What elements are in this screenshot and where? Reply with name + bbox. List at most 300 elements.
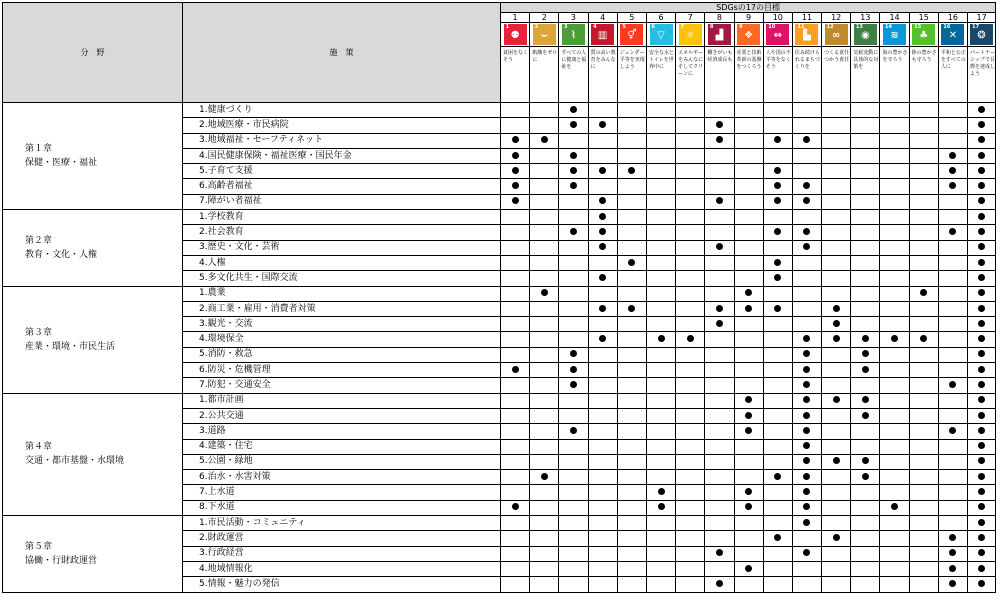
goal-cell-3 xyxy=(559,133,588,148)
goal-icon-number: 2 xyxy=(534,24,539,30)
mark-dot xyxy=(803,136,810,143)
goal-cell-3 xyxy=(559,194,588,209)
goal-cell-7 xyxy=(676,317,705,332)
goal-cell-5 xyxy=(617,454,646,469)
goal-cell-17 xyxy=(968,210,996,225)
goal-cell-2 xyxy=(530,546,559,561)
goal-cell-2 xyxy=(530,500,559,515)
goal-cell-4 xyxy=(588,378,617,393)
goal-cell-1 xyxy=(501,531,530,546)
goal-cell-15 xyxy=(909,500,938,515)
goal-icon-number: 15 xyxy=(914,24,922,30)
goal-cell-1 xyxy=(501,103,530,118)
goal-cell-9 xyxy=(734,194,763,209)
goal-cell-9 xyxy=(734,500,763,515)
goal-cell-2 xyxy=(530,347,559,362)
mark-dot xyxy=(745,396,752,403)
mark-dot xyxy=(949,427,956,434)
goal-cell-16 xyxy=(938,317,967,332)
goal-cell-12 xyxy=(822,240,851,255)
goal-icon-number: 9 xyxy=(739,24,743,30)
goal-cell-12 xyxy=(822,561,851,576)
goal-cell-10 xyxy=(763,148,792,163)
goal-cell-6 xyxy=(646,470,675,485)
goal-cell-7 xyxy=(676,439,705,454)
goal-cell-7 xyxy=(676,577,705,592)
goal-cell-4 xyxy=(588,210,617,225)
goal-description: 海の豊かさを守ろう xyxy=(880,47,909,103)
goal-icon-glyph: ⚉ xyxy=(510,30,520,41)
goal-cell-3 xyxy=(559,347,588,362)
goal-cell-8 xyxy=(705,179,734,194)
goal-icon-glyph: ⚥ xyxy=(627,30,637,41)
goal-cell-14 xyxy=(880,454,909,469)
sdg-goal-16-icon xyxy=(941,24,964,45)
goal-cell-11 xyxy=(792,332,821,347)
goal-cell-7 xyxy=(676,347,705,362)
goal-icon-cell xyxy=(646,23,675,47)
goal-cell-17 xyxy=(968,500,996,515)
goal-cell-6 xyxy=(646,210,675,225)
sdg-goal-2-icon xyxy=(533,24,556,45)
goal-cell-16 xyxy=(938,210,967,225)
mark-dot xyxy=(833,320,840,327)
goal-icon-cell xyxy=(909,23,938,47)
goal-cell-5 xyxy=(617,103,646,118)
goal-cell-11 xyxy=(792,546,821,561)
goal-cell-3 xyxy=(559,424,588,439)
mark-dot xyxy=(599,228,606,235)
goal-description: 産業と技術革新の基盤をつくろう xyxy=(734,47,763,103)
sdg-goal-4-icon xyxy=(591,24,614,45)
goal-cell-13 xyxy=(851,485,880,500)
goal-cell-17 xyxy=(968,347,996,362)
goal-description: 陸の豊かさも守ろう xyxy=(909,47,938,103)
mark-dot xyxy=(949,182,956,189)
goal-cell-5 xyxy=(617,194,646,209)
goal-cell-12 xyxy=(822,500,851,515)
policy-name: 6.治水・水害対策 xyxy=(183,470,501,485)
mark-dot xyxy=(978,121,985,128)
goal-cell-12 xyxy=(822,148,851,163)
goal-cell-17 xyxy=(968,103,996,118)
goal-cell-10 xyxy=(763,454,792,469)
mark-dot xyxy=(628,259,635,266)
mark-dot xyxy=(978,274,985,281)
goal-cell-1 xyxy=(501,286,530,301)
goal-cell-3 xyxy=(559,164,588,179)
goal-cell-15 xyxy=(909,577,938,592)
goal-cell-6 xyxy=(646,378,675,393)
goal-cell-13 xyxy=(851,133,880,148)
goal-cell-9 xyxy=(734,531,763,546)
goal-cell-16 xyxy=(938,286,967,301)
goal-cell-6 xyxy=(646,531,675,546)
mark-dot xyxy=(716,320,723,327)
goal-cell-8 xyxy=(705,470,734,485)
goal-cell-11 xyxy=(792,225,821,240)
goal-cell-3 xyxy=(559,255,588,270)
goal-cell-3 xyxy=(559,485,588,500)
goal-cell-2 xyxy=(530,439,559,454)
goal-cell-1 xyxy=(501,500,530,515)
goal-cell-12 xyxy=(822,286,851,301)
mark-dot xyxy=(599,243,606,250)
sdg-goal-10-icon xyxy=(766,24,789,45)
goal-cell-16 xyxy=(938,332,967,347)
goal-cell-9 xyxy=(734,240,763,255)
mark-dot xyxy=(978,396,985,403)
goal-cell-11 xyxy=(792,470,821,485)
goal-cell-13 xyxy=(851,148,880,163)
goal-icon-glyph: ♣ xyxy=(919,30,929,41)
goal-cell-6 xyxy=(646,363,675,378)
goal-cell-9 xyxy=(734,271,763,286)
goal-cell-15 xyxy=(909,561,938,576)
mark-dot xyxy=(803,350,810,357)
goal-cell-10 xyxy=(763,347,792,362)
goal-description: 貧困をなくそう xyxy=(501,47,530,103)
goal-cell-1 xyxy=(501,347,530,362)
goal-cell-11 xyxy=(792,148,821,163)
mark-dot xyxy=(949,549,956,556)
goal-cell-9 xyxy=(734,210,763,225)
goal-cell-7 xyxy=(676,393,705,408)
mark-dot xyxy=(949,228,956,235)
goal-cell-14 xyxy=(880,271,909,286)
goal-cell-10 xyxy=(763,103,792,118)
category-header: 分 野 xyxy=(3,3,183,103)
goal-cell-14 xyxy=(880,194,909,209)
goal-cell-5 xyxy=(617,378,646,393)
goal-icon-cell xyxy=(501,23,530,47)
goal-cell-6 xyxy=(646,347,675,362)
policy-name: 4.地域情報化 xyxy=(183,561,501,576)
goal-cell-12 xyxy=(822,393,851,408)
mark-dot xyxy=(862,457,869,464)
table-row xyxy=(3,516,996,531)
goal-number: 15 xyxy=(909,13,938,23)
goal-cell-14 xyxy=(880,255,909,270)
goal-cell-5 xyxy=(617,179,646,194)
goal-cell-3 xyxy=(559,363,588,378)
goal-cell-15 xyxy=(909,317,938,332)
policy-header: 施 策 xyxy=(183,3,501,103)
goal-cell-16 xyxy=(938,301,967,316)
goal-cell-14 xyxy=(880,225,909,240)
goal-cell-11 xyxy=(792,255,821,270)
policy-name: 6.防災・危機管理 xyxy=(183,363,501,378)
goal-cell-13 xyxy=(851,531,880,546)
sdg-goal-15-icon xyxy=(912,24,935,45)
mark-dot xyxy=(833,534,840,541)
mark-dot xyxy=(599,197,606,204)
goal-cell-2 xyxy=(530,164,559,179)
goal-cell-6 xyxy=(646,286,675,301)
goal-cell-7 xyxy=(676,240,705,255)
goal-cell-14 xyxy=(880,363,909,378)
mark-dot xyxy=(949,167,956,174)
goal-cell-3 xyxy=(559,332,588,347)
goal-cell-7 xyxy=(676,179,705,194)
goal-cell-15 xyxy=(909,347,938,362)
goal-cell-10 xyxy=(763,225,792,240)
mark-dot xyxy=(774,259,781,266)
goal-cell-12 xyxy=(822,546,851,561)
goal-cell-9 xyxy=(734,286,763,301)
goal-cell-11 xyxy=(792,408,821,423)
policy-name: 1.農業 xyxy=(183,286,501,301)
goal-icon-number: 1 xyxy=(505,24,510,30)
mark-dot xyxy=(599,167,606,174)
goal-cell-8 xyxy=(705,516,734,531)
goal-cell-16 xyxy=(938,546,967,561)
mark-dot xyxy=(570,228,577,235)
mark-dot xyxy=(716,580,723,587)
goal-cell-2 xyxy=(530,561,559,576)
goal-cell-14 xyxy=(880,164,909,179)
goal-cell-1 xyxy=(501,225,530,240)
goal-cell-2 xyxy=(530,225,559,240)
goal-icon-glyph: ☼ xyxy=(685,30,695,41)
table-row xyxy=(3,286,996,301)
goal-cell-8 xyxy=(705,561,734,576)
sdg-goal-13-icon xyxy=(854,24,877,45)
goal-cell-4 xyxy=(588,301,617,316)
mark-dot xyxy=(803,442,810,449)
goal-cell-14 xyxy=(880,378,909,393)
goal-cell-8 xyxy=(705,210,734,225)
goal-cell-10 xyxy=(763,363,792,378)
goal-cell-17 xyxy=(968,531,996,546)
goal-cell-10 xyxy=(763,194,792,209)
goal-cell-11 xyxy=(792,393,821,408)
goal-cell-14 xyxy=(880,286,909,301)
mark-dot xyxy=(716,121,723,128)
mark-dot xyxy=(978,197,985,204)
mark-dot xyxy=(658,503,665,510)
goal-cell-4 xyxy=(588,363,617,378)
mark-dot xyxy=(978,213,985,220)
goal-cell-8 xyxy=(705,531,734,546)
goal-cell-1 xyxy=(501,393,530,408)
goal-cell-12 xyxy=(822,210,851,225)
goal-cell-6 xyxy=(646,148,675,163)
goal-cell-12 xyxy=(822,485,851,500)
mark-dot xyxy=(803,228,810,235)
goal-cell-1 xyxy=(501,485,530,500)
goal-cell-17 xyxy=(968,255,996,270)
goal-description: 飢餓をゼロに xyxy=(530,47,559,103)
goal-cell-16 xyxy=(938,424,967,439)
policy-name: 8.下水道 xyxy=(183,500,501,515)
goal-cell-3 xyxy=(559,577,588,592)
goal-cell-17 xyxy=(968,546,996,561)
goal-cell-9 xyxy=(734,103,763,118)
goal-cell-2 xyxy=(530,179,559,194)
goal-cell-9 xyxy=(734,164,763,179)
goal-cell-11 xyxy=(792,454,821,469)
mark-dot xyxy=(978,503,985,510)
goal-cell-10 xyxy=(763,577,792,592)
goal-cell-17 xyxy=(968,317,996,332)
goal-cell-3 xyxy=(559,148,588,163)
mark-dot xyxy=(512,503,519,510)
goal-cell-12 xyxy=(822,103,851,118)
goal-cell-9 xyxy=(734,301,763,316)
goal-cell-2 xyxy=(530,210,559,225)
goal-cell-11 xyxy=(792,133,821,148)
goal-cell-15 xyxy=(909,103,938,118)
goal-cell-11 xyxy=(792,439,821,454)
goal-description: つくる責任 つかう責任 xyxy=(822,47,851,103)
goal-cell-15 xyxy=(909,424,938,439)
goal-cell-16 xyxy=(938,179,967,194)
goal-cell-3 xyxy=(559,531,588,546)
policy-name: 7.障がい者福祉 xyxy=(183,194,501,209)
goal-icon-cell xyxy=(617,23,646,47)
mark-dot xyxy=(978,412,985,419)
goal-cell-15 xyxy=(909,148,938,163)
goal-cell-4 xyxy=(588,240,617,255)
goal-cell-3 xyxy=(559,393,588,408)
mark-dot xyxy=(599,335,606,342)
goal-cell-13 xyxy=(851,363,880,378)
goal-cell-16 xyxy=(938,347,967,362)
goal-cell-9 xyxy=(734,485,763,500)
goal-cell-3 xyxy=(559,500,588,515)
goal-cell-14 xyxy=(880,133,909,148)
goal-cell-9 xyxy=(734,378,763,393)
section-label: 第４章 交通・都市基盤・水環境 xyxy=(3,393,183,515)
goal-cell-13 xyxy=(851,210,880,225)
goal-number: 14 xyxy=(880,13,909,23)
policy-name: 2.社会教育 xyxy=(183,225,501,240)
goal-cell-9 xyxy=(734,546,763,561)
goal-cell-17 xyxy=(968,118,996,133)
goal-cell-6 xyxy=(646,561,675,576)
goal-cell-7 xyxy=(676,408,705,423)
goal-cell-2 xyxy=(530,332,559,347)
goal-cell-2 xyxy=(530,454,559,469)
goal-number: 11 xyxy=(792,13,821,23)
goal-cell-12 xyxy=(822,531,851,546)
mark-dot xyxy=(541,289,548,296)
goal-cell-8 xyxy=(705,500,734,515)
goal-cell-7 xyxy=(676,286,705,301)
mark-dot xyxy=(862,473,869,480)
mark-dot xyxy=(920,289,927,296)
goal-cell-17 xyxy=(968,516,996,531)
goal-icon-cell xyxy=(938,23,967,47)
goal-description: 安全な水とトイレを世界中に xyxy=(646,47,675,103)
goal-cell-10 xyxy=(763,240,792,255)
goal-cell-16 xyxy=(938,148,967,163)
goal-cell-5 xyxy=(617,255,646,270)
goal-icon-number: 10 xyxy=(768,24,776,30)
goal-icon-number: 6 xyxy=(651,24,656,30)
goal-icon-number: 4 xyxy=(593,24,597,30)
goal-cell-14 xyxy=(880,561,909,576)
goal-cell-11 xyxy=(792,424,821,439)
sdg-goal-14-icon xyxy=(883,24,906,45)
goal-cell-12 xyxy=(822,470,851,485)
mark-dot xyxy=(978,136,985,143)
goal-cell-13 xyxy=(851,393,880,408)
mark-dot xyxy=(978,519,985,526)
goal-cell-13 xyxy=(851,332,880,347)
goal-icon-number: 5 xyxy=(622,24,626,30)
mark-dot xyxy=(862,366,869,373)
goal-cell-13 xyxy=(851,424,880,439)
goal-number: 5 xyxy=(617,13,646,23)
goal-cell-15 xyxy=(909,393,938,408)
mark-dot xyxy=(774,167,781,174)
goal-cell-2 xyxy=(530,240,559,255)
goal-cell-5 xyxy=(617,470,646,485)
sdgs-matrix xyxy=(2,2,996,593)
policy-name: 2.公共交通 xyxy=(183,408,501,423)
sdg-goal-3-icon xyxy=(562,24,585,45)
goal-cell-11 xyxy=(792,118,821,133)
goal-cell-12 xyxy=(822,271,851,286)
goal-cell-17 xyxy=(968,179,996,194)
goal-cell-7 xyxy=(676,454,705,469)
mark-dot xyxy=(512,167,519,174)
goal-icon-cell xyxy=(559,23,588,47)
goal-cell-7 xyxy=(676,255,705,270)
goal-cell-5 xyxy=(617,561,646,576)
goal-cell-2 xyxy=(530,255,559,270)
mark-dot xyxy=(978,106,985,113)
goal-description: ジェンダー平等を実現しよう xyxy=(617,47,646,103)
goal-cell-6 xyxy=(646,393,675,408)
goal-cell-6 xyxy=(646,424,675,439)
goal-cell-6 xyxy=(646,225,675,240)
policy-name: 5.消防・救急 xyxy=(183,347,501,362)
mark-dot xyxy=(658,335,665,342)
mark-dot xyxy=(978,488,985,495)
mark-dot xyxy=(803,182,810,189)
goal-cell-13 xyxy=(851,408,880,423)
goal-cell-1 xyxy=(501,424,530,439)
mark-dot xyxy=(978,366,985,373)
goal-cell-6 xyxy=(646,408,675,423)
goal-cell-13 xyxy=(851,194,880,209)
goal-cell-9 xyxy=(734,317,763,332)
goal-cell-17 xyxy=(968,577,996,592)
goal-cell-14 xyxy=(880,485,909,500)
goal-cell-1 xyxy=(501,577,530,592)
goal-cell-6 xyxy=(646,194,675,209)
goal-cell-3 xyxy=(559,179,588,194)
goal-cell-12 xyxy=(822,347,851,362)
goal-cell-2 xyxy=(530,133,559,148)
goal-cell-11 xyxy=(792,347,821,362)
goal-cell-15 xyxy=(909,363,938,378)
goal-cell-16 xyxy=(938,255,967,270)
goal-description: 人や国の不平等をなくそう xyxy=(763,47,792,103)
goal-icon-number: 17 xyxy=(972,24,980,30)
goal-icon-cell xyxy=(851,23,880,47)
goal-cell-3 xyxy=(559,516,588,531)
goal-cell-12 xyxy=(822,194,851,209)
goal-icon-number: 8 xyxy=(709,24,714,30)
mark-dot xyxy=(774,182,781,189)
goal-icon-cell xyxy=(880,23,909,47)
mark-dot xyxy=(978,152,985,159)
goal-cell-10 xyxy=(763,301,792,316)
